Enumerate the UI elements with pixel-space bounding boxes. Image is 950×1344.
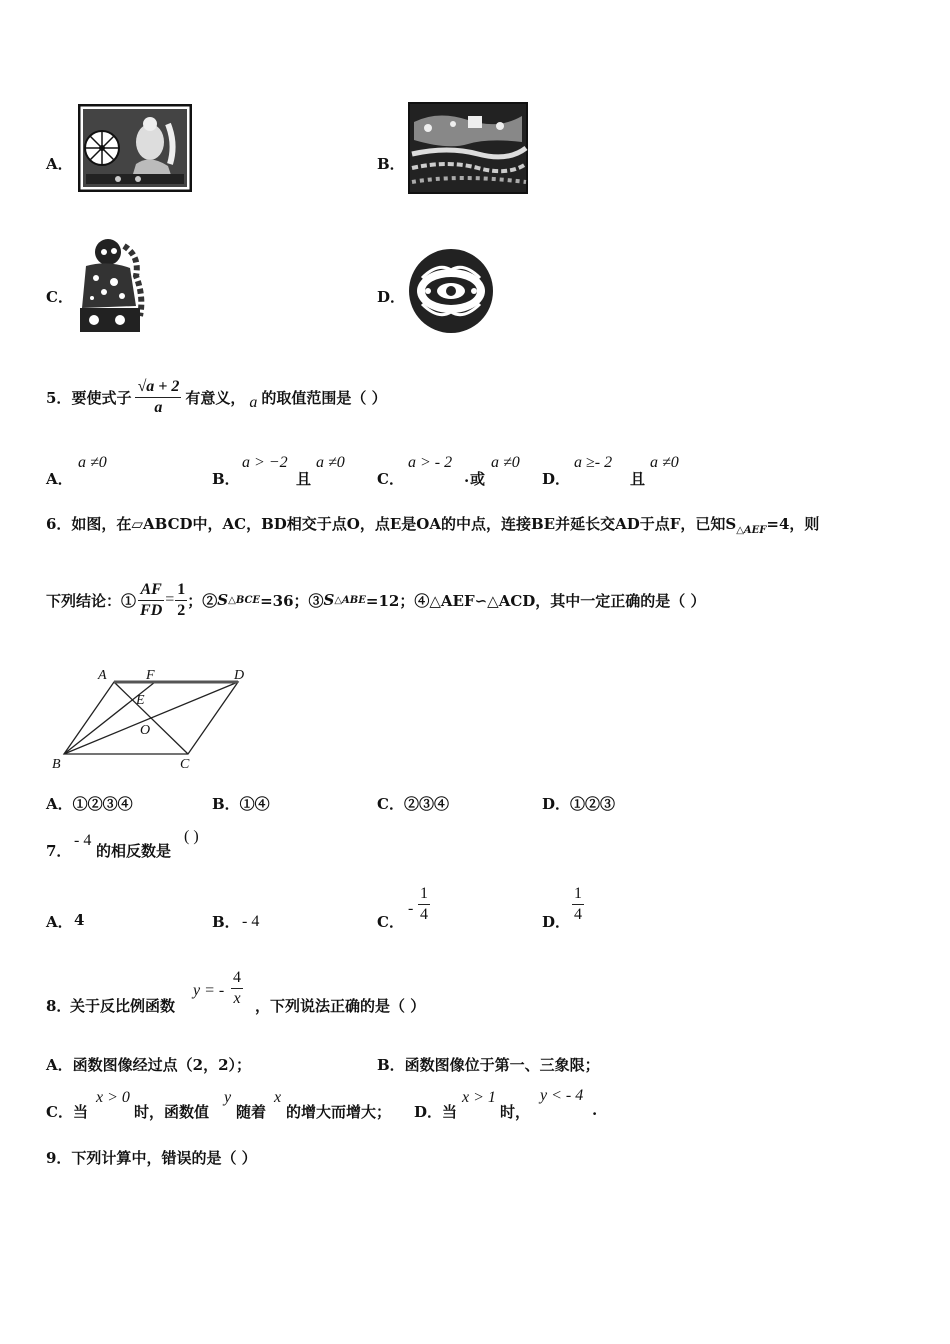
q7-option-a-value: 4 <box>74 911 85 929</box>
q8-text-pre: 关于反比例函数 <box>70 997 176 1015</box>
q6-line2-pre: 下列结论：① <box>46 591 137 610</box>
q5-option-d-expr2: a ≠0 <box>650 454 679 471</box>
q8-option-c-condition: x > 0 <box>96 1089 130 1106</box>
q7-option-b-label: B． <box>212 913 240 931</box>
q5-text-pre: 要使式子 <box>71 388 132 407</box>
q5-option-c-expr2: a ≠0 <box>491 454 520 471</box>
q6-parallelogram-figure <box>44 664 254 774</box>
q5-option-c-label: C． <box>377 470 404 488</box>
q6-stem-line1 <box>46 513 819 536</box>
q7-option-c-label: C． <box>377 913 404 931</box>
q6-s2-value: =36；③ <box>260 591 324 610</box>
q6-point-f: F <box>146 668 155 683</box>
q7-option-a-label: A． <box>46 913 73 931</box>
q6-point-e: E <box>136 693 145 708</box>
q5-option-a-label: A． <box>46 470 73 488</box>
q8-function-fraction <box>231 968 243 1009</box>
q5-expression-numerator: √a + 2 <box>135 377 181 398</box>
q7-number: 7． <box>46 842 72 860</box>
q7-option-c-numerator: 1 <box>418 884 430 905</box>
q6-s3: S <box>323 591 335 609</box>
q6-line1-subscript: △AEF <box>736 525 767 536</box>
q6-conclusion-2: ；② <box>187 591 218 610</box>
q5-option-d-label: D． <box>542 470 571 488</box>
q5-number: 5． <box>46 388 72 407</box>
q5-expression <box>135 377 181 418</box>
q7-option-c-sign: - <box>408 900 414 917</box>
q5-option-c-or: 或 <box>470 470 486 488</box>
q6-equals: = <box>165 591 175 608</box>
q8-option-a: A．函数图像经过点（2，2）； <box>46 1056 252 1074</box>
q8-option-c-y: y <box>224 1089 232 1106</box>
q5-option-b-and: 且 <box>296 470 312 488</box>
q9-stem: 9．下列计算中，错误的是（ ） <box>46 1149 257 1167</box>
q6-s3-value: =12；④△AEF∽△ACD，其中一定正确的是（ ） <box>365 591 706 610</box>
q6-line1-end: =4，则 <box>766 515 820 533</box>
q4-option-a-image <box>78 104 192 192</box>
q6-option-b: B．①④ <box>212 795 270 813</box>
q5-option-c-dot: . <box>464 468 470 486</box>
q7-text: 的相反数是 <box>96 842 172 860</box>
q7-answer-paren: ( ) <box>184 828 199 845</box>
q7-option-c-denominator: 4 <box>420 906 428 923</box>
q4-option-d-label: D． <box>377 288 406 306</box>
q8-number: 8． <box>46 997 72 1015</box>
q6-fraction-half <box>175 580 187 621</box>
q5-text-mid: 有意义， <box>185 388 246 407</box>
q5-option-b-expr1: a > −2 <box>242 454 288 471</box>
q5-text-post: 的取值范围是（ ） <box>261 388 387 407</box>
q8-option-c-mid2: 随着 <box>236 1103 267 1121</box>
q8-fraction-denominator: x <box>233 990 241 1007</box>
q5-variable: a <box>249 394 258 411</box>
q6-stem-line2 <box>46 574 706 626</box>
q6-point-b: B <box>52 757 61 772</box>
q6-point-c: C <box>180 757 190 772</box>
q7-expression: - 4 <box>74 832 92 849</box>
q6-fraction-one: 1 <box>175 580 187 601</box>
q4-option-b-label: B． <box>377 155 405 173</box>
q6-s2: S <box>217 591 229 609</box>
q7-option-d-numerator: 1 <box>572 884 584 905</box>
q4-option-c-label: C． <box>46 288 73 306</box>
q5-stem <box>46 372 387 422</box>
q7-option-b-value: - 4 <box>242 913 260 930</box>
q6-s2-subscript: △BCE <box>228 594 261 606</box>
q7-option-c-fraction <box>418 884 430 925</box>
q7-option-d-label: D． <box>542 913 571 931</box>
q4-option-d-image <box>408 248 494 334</box>
q8-option-b: B．函数图像位于第一、三象限； <box>377 1056 600 1074</box>
q5-option-b-label: B． <box>212 470 240 488</box>
q5-expression-denominator: a <box>154 398 163 416</box>
q8-fraction-numerator: 4 <box>231 968 243 989</box>
q5-option-c-expr1: a > - 2 <box>408 454 453 471</box>
q6-fraction-fd: FD <box>140 601 163 619</box>
q4-option-c-image <box>74 236 148 336</box>
q8-option-d-condition: x > 1 <box>462 1089 496 1106</box>
q6-option-d: D．①②③ <box>542 795 616 813</box>
q5-option-d-expr1: a ≥- 2 <box>574 454 613 471</box>
q8-function-y: y = - <box>193 982 225 999</box>
q6-point-d: D <box>234 668 245 683</box>
q7-option-d-denominator: 4 <box>574 906 582 923</box>
q6-point-a: A <box>98 668 107 683</box>
q6-diagonal-bd <box>64 682 238 754</box>
q6-option-c: C．②③④ <box>377 795 449 813</box>
q7-option-d-fraction <box>572 884 584 925</box>
q6-s3-subscript: △ABE <box>334 594 366 606</box>
q8-text-post: ，下列说法正确的是（ ） <box>255 997 426 1015</box>
q6-fraction-af: AF <box>138 580 164 601</box>
q5-option-a-expr: a ≠0 <box>78 454 107 471</box>
q5-option-b-expr2: a ≠0 <box>316 454 345 471</box>
q8-option-d-mid: 时， <box>500 1103 531 1121</box>
q8-option-d-end: . <box>592 1101 598 1119</box>
q8-option-d-label: D．当 <box>414 1103 458 1121</box>
q5-option-d-and: 且 <box>630 470 646 488</box>
q6-fraction-af-fd <box>138 580 164 621</box>
q8-option-c-mid: 时，函数值 <box>134 1103 210 1121</box>
q8-option-d-result: y < - 4 <box>540 1087 584 1104</box>
q8-option-c-x: x <box>274 1089 282 1106</box>
q6-line1-text: 6．如图，在▱ABCD中，AC，BD相交于点O，点E是OA的中点，连接BE并延长交AD于点F，已知S <box>46 515 737 533</box>
q6-option-a: A．①②③④ <box>46 795 133 813</box>
q6-fraction-two: 2 <box>177 601 186 619</box>
q8-option-c-label: C．当 <box>46 1103 88 1121</box>
q8-option-c-end: 的增大而增大； <box>286 1103 392 1121</box>
q4-option-a-label: A． <box>46 155 73 173</box>
q6-point-o: O <box>140 723 151 738</box>
q4-option-b-image <box>408 102 528 194</box>
